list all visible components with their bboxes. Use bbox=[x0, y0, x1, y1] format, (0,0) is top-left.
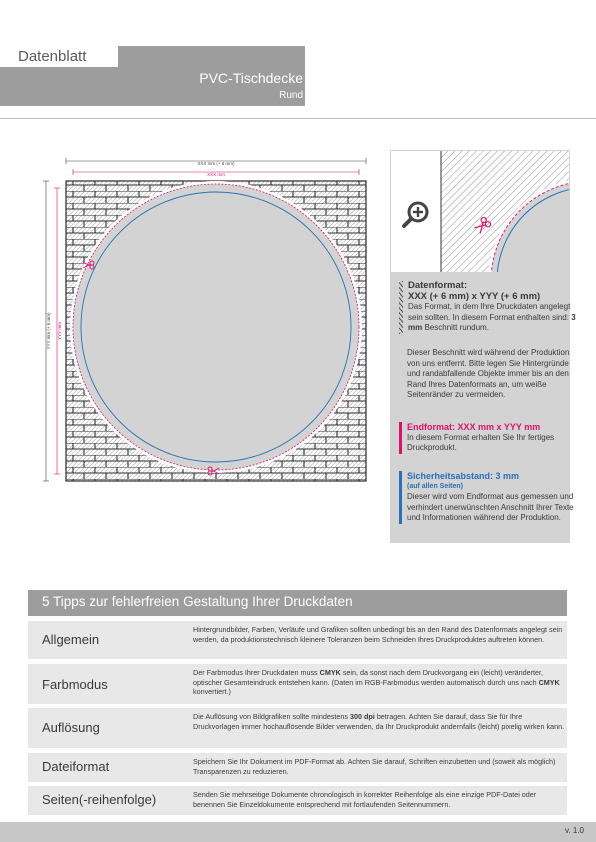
tip-text bbox=[193, 712, 565, 731]
version-label: v. 1.0 bbox=[565, 826, 584, 835]
zoom-in-icon bbox=[404, 203, 427, 226]
tips-title: 5 Tipps zur fehlerfreien Gestaltung Ihrer Druckdaten bbox=[42, 594, 353, 609]
endformat-section bbox=[399, 422, 575, 454]
endformat-text: In diesem Format erhalten Sie Ihr fertiges Druckprodukt. bbox=[407, 432, 555, 452]
tip-text bbox=[193, 668, 565, 697]
datenformat-value: XXX (+ 6 mm) x YYY (+ 6 mm) bbox=[408, 290, 541, 302]
datenformat-bleed-value: 3 mm bbox=[408, 312, 576, 332]
tip-row bbox=[28, 708, 567, 748]
safety-subtitle: (auf allen Seiten) bbox=[407, 482, 464, 490]
tip-text: Senden Sie mehrseitige Dokumente chronologisch in korrekter Reihenfolge als eine einzige PDF-Datei oder benennen Sie Einzeldokumente entsprechend mit fortlaufenden Seitennummern. bbox=[193, 790, 537, 809]
product-name: PVC-Tischdecke bbox=[199, 70, 303, 86]
tip-text-part: Der Farbmodus Ihrer Druckdaten muss bbox=[193, 668, 318, 677]
datenformat-text-end: Beschnitt rundum. bbox=[424, 323, 489, 332]
zoom-detail bbox=[391, 151, 569, 272]
dim-inner-width-label: XXX mm bbox=[207, 172, 225, 177]
datenformat-section bbox=[399, 281, 576, 334]
endformat-title: Endformat: XXX mm x YYY mm bbox=[407, 422, 541, 432]
tip-row bbox=[28, 786, 567, 815]
safety-text: Dieser wird vom Endformat aus gemessen und verhindert unerwünschten Anschnitt Ihrer Texte und Informationen während der Produktion. bbox=[407, 492, 574, 522]
datenformat-text: Das Format, in dem Ihre Druckdaten angelegt sein sollten. In diesem Format enthalten sind: bbox=[408, 302, 571, 322]
tip-row bbox=[28, 753, 567, 782]
tip-text-bold: 300 dpi bbox=[350, 712, 375, 721]
tip-text-part: sein, da sonst nach dem Druckvorgang ein (leicht) veränderter, optischer Gesamteindruck entstehen kann. (Daten im RGB-Farbmodus werden automatisch durch uns nach bbox=[193, 668, 543, 687]
tip-row bbox=[28, 664, 567, 704]
datenformat-title: Datenformat: bbox=[408, 280, 468, 291]
dim-outer-width-label: XXX mm (+ 6 mm) bbox=[197, 161, 235, 166]
tip-text: Speichern Sie Ihr Dokument im PDF-Format ab. Achten Sie darauf, Schriften einzubetten und (soweit als möglich) Transparenzen zu reduzieren. bbox=[193, 757, 556, 776]
dim-outer-height-label: YYY mm (+ 6 mm) bbox=[46, 312, 51, 350]
product-shape: Rund bbox=[279, 90, 303, 101]
tip-label: Auflösung bbox=[42, 720, 100, 735]
format-diagram-svg bbox=[40, 155, 380, 485]
tip-text-part: Die Auflösung von Bildgrafiken sollte mindestens bbox=[193, 712, 349, 721]
tip-text-part: betragen. Achten Sie darauf, dass Sie für Ihre Druckvorlagen immer hochauflösende Bilder verwenden, da Ihr Druckprodukt andernfalls (leicht) pixelig wirken kann. bbox=[193, 712, 565, 731]
tip-text-bold: CMYK bbox=[319, 668, 341, 677]
tip-label: Allgemein bbox=[42, 632, 100, 647]
safety-title: Sicherheitsabstand: 3 mm bbox=[407, 471, 520, 481]
tip-row bbox=[28, 621, 567, 659]
header-divider bbox=[0, 118, 596, 119]
dim-inner-height-label: YYY mm bbox=[57, 322, 62, 340]
tip-label: Farbmodus bbox=[42, 677, 108, 692]
tip-text-bold: CMYK bbox=[538, 677, 560, 687]
footer-bar bbox=[0, 822, 596, 842]
tip-text: Hintergrundbilder, Farben, Verläufe und Grafiken sollten unbedingt bis an den Rand des Datenformats angelegt sein werden, da produktionstechnisch kleinere Toleranzen beim Schneiden Ihres Druckproduktes auftreten können. bbox=[193, 625, 563, 644]
tip-label: Dateiformat bbox=[42, 759, 110, 774]
safety-section bbox=[399, 471, 575, 524]
beschnitt-text: Dieser Beschnitt wird während der Produktion von uns entfernt. Bitte legen Sie Hintergründe und randabfallende Objekte immer bis an den Rand Ihres Datenformats an, um weiße Seitenränder zu vermeiden. bbox=[407, 348, 570, 399]
endformat-circle bbox=[73, 184, 359, 470]
tip-text-part: konvertiert.) bbox=[193, 687, 231, 697]
page-title: Datenblatt bbox=[18, 48, 87, 65]
format-diagram bbox=[40, 155, 380, 485]
tip-label: Seiten(-reihenfolge) bbox=[42, 792, 157, 807]
